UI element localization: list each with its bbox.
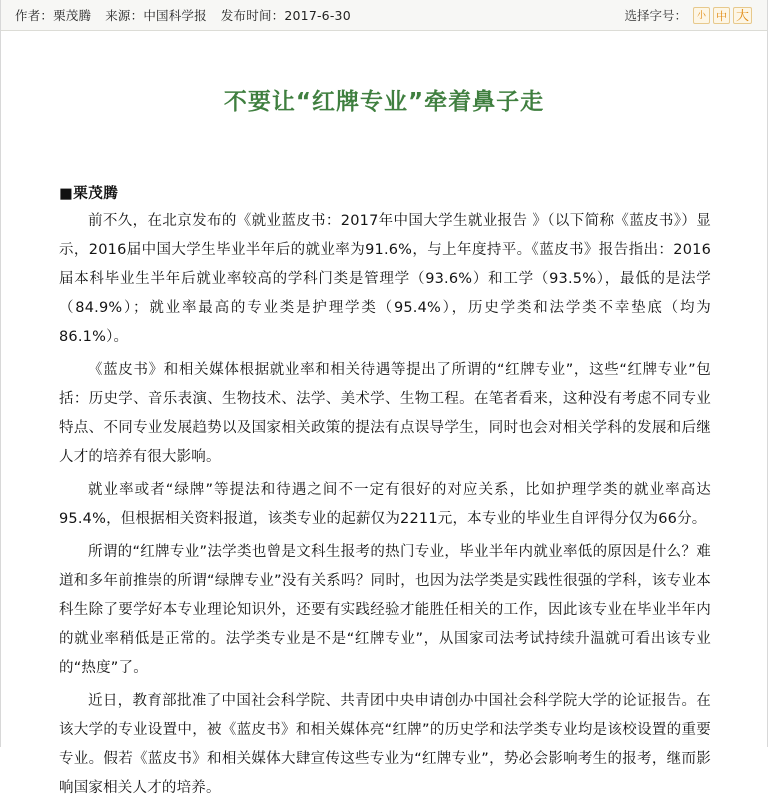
- font-size-large-button[interactable]: 大: [733, 7, 752, 24]
- article-meta-bar: [1, 0, 767, 31]
- article-byline: ■栗茂腾: [59, 186, 119, 202]
- author-value: 栗茂腾: [53, 8, 92, 23]
- publish-time-meta: [221, 6, 351, 24]
- author-meta: [15, 6, 91, 24]
- meta-left-group: [15, 6, 365, 24]
- publish-time-value: 2017-6-30: [284, 8, 351, 23]
- article-title: 不要让“红牌专业”牵着鼻子走: [223, 89, 545, 115]
- font-size-small-button[interactable]: 小: [693, 7, 710, 24]
- source-label: 来源：: [105, 8, 144, 23]
- source-meta: [105, 6, 207, 24]
- source-value: 中国科学报: [143, 8, 207, 23]
- article-paragraph: 近日，教育部批准了中国社会科学院、共青团中央申请创办中国社会科学院大学的论证报告。在该大学的专业设置中，被《蓝皮书》和相关媒体亮“红牌”的历史学和法学类专业均是该校设置的重要专业。假若《蓝皮书》和相关媒体大肆宣传这些专业为“红牌专业”，势必会影响考生的报考，继而影响国家相关人才的培养。: [59, 693, 711, 796]
- article-paragraph: 所谓的“红牌专业”法学类也曾是文科生报考的热门专业，毕业半年内就业率低的原因是什么？难道和多年前推崇的所谓“绿牌专业”没有关系吗？同时，也因为法学类是实践性很强的学科，该专业本科生除了要学好本专业理论知识外，还要有实践经验才能胜任相关的工作，因此该专业在毕业半年内的就业率稍低是正常的。法学类专业是不是“红牌专业”，从国家司法考试持续升温就可看出该专业的“热度”了。: [59, 544, 711, 676]
- article-body: [1, 182, 767, 803]
- article-paragraph: 《蓝皮书》和相关媒体根据就业率和相关待遇等提出了所谓的“红牌专业”，这些“红牌专业”包括：历史学、音乐表演、生物技术、法学、美术学、生物工程。在笔者看来，这种没有考虑不同专业特点、不同专业发展趋势以及国家相关政策的提法有点误导学生，同时也会对相关学科的发展和后继人才的培养有很大影响。: [59, 362, 711, 465]
- font-size-controls: [624, 6, 755, 24]
- font-size-label: 选择字号：: [624, 8, 687, 23]
- article-paragraph: 就业率或者“绿牌”等提法和待遇之间不一定有很好的对应关系，比如护理学类的就业率高达95.4%，但根据相关资料报道，该类专业的起薪仅为2211元，本专业的毕业生自评得分仅为66分。: [59, 482, 711, 527]
- article-paragraph: 前不久，在北京发布的《就业蓝皮书：2017年中国大学生就业报告 》（以下简称《蓝皮书》）显示，2016届中国大学生毕业半年后的就业率为91.6%，与上年度持平。《蓝皮书》报告指出：2016届本科毕业生半年后就业率较高的学科门类是管理学（93.6%）和工学（93.5%），最低的是法学（84.9%）；就业率最高的专业类是护理学类（95.4%），历史学类和法学类不幸垫底（均为86.1%）。: [59, 213, 711, 345]
- author-label: 作者：: [15, 8, 54, 23]
- publish-time-label: 发布时间：: [220, 8, 285, 23]
- font-size-medium-button[interactable]: 中: [713, 7, 730, 24]
